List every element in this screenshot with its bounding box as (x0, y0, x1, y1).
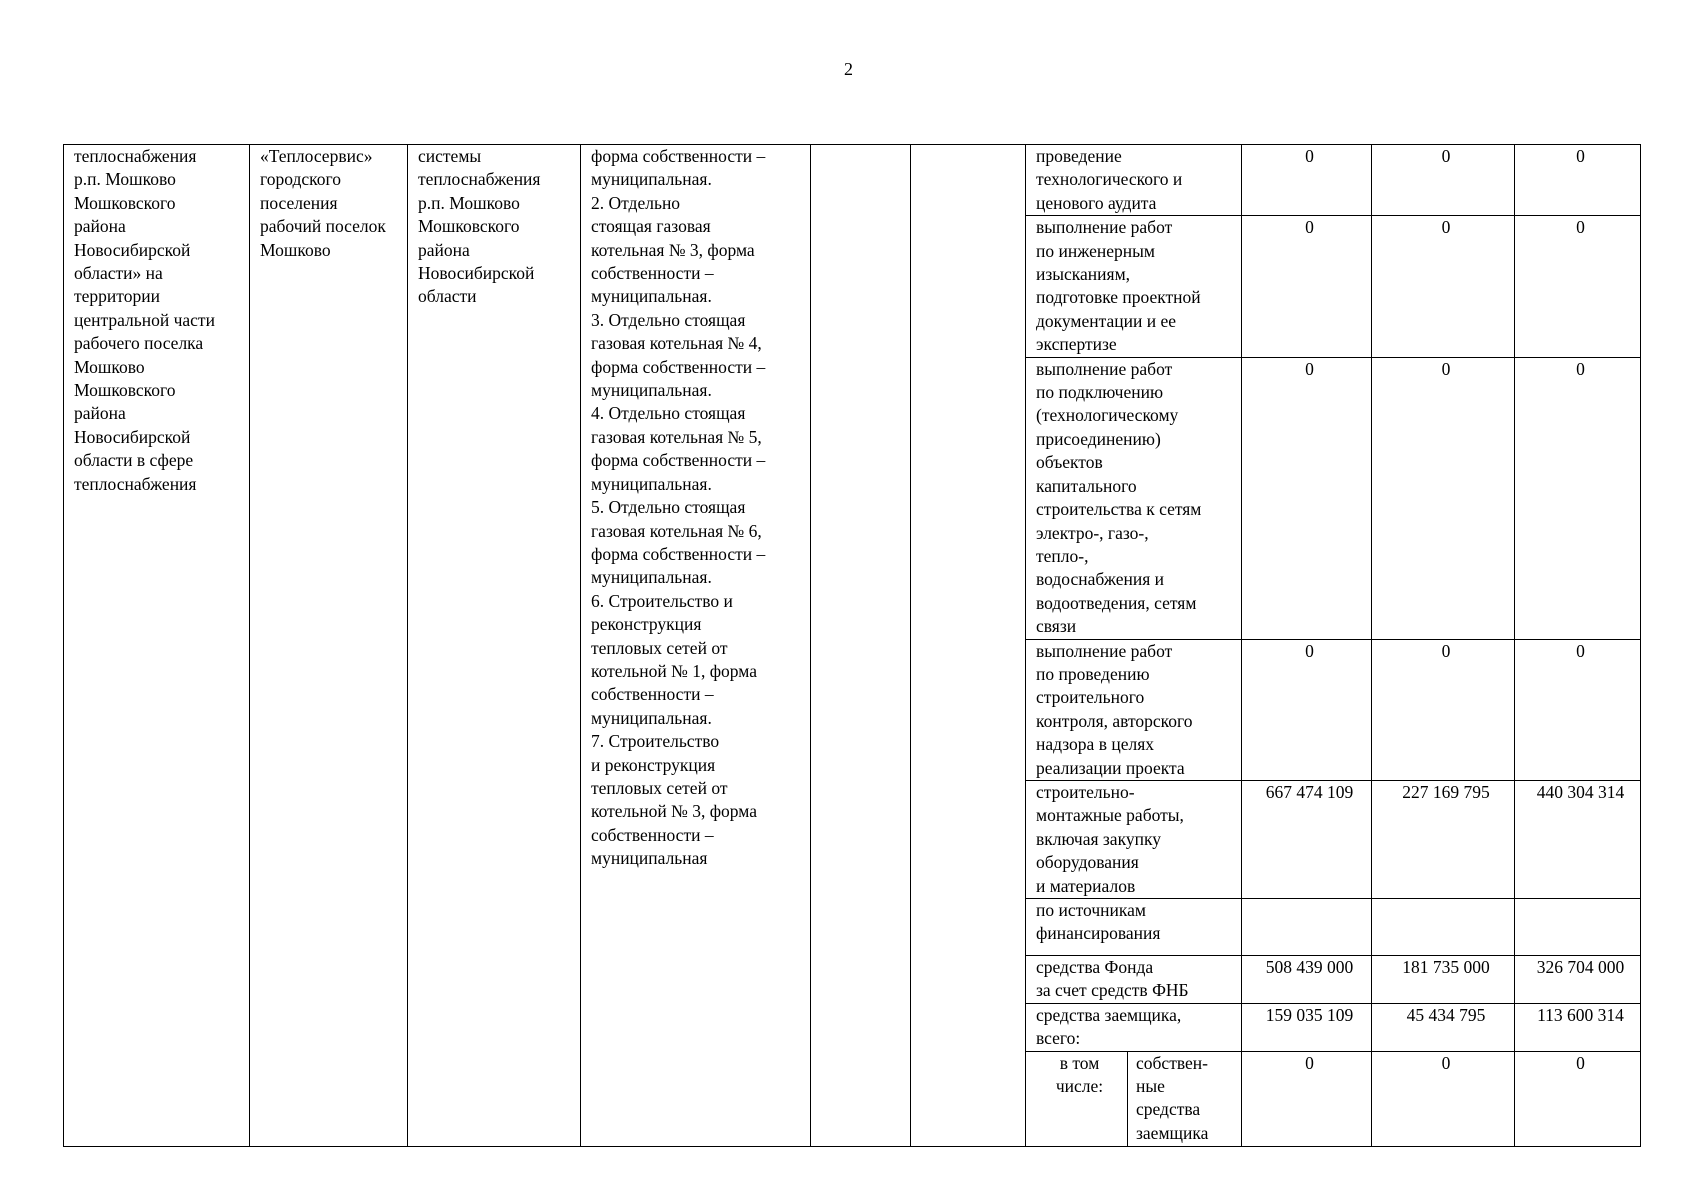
value-1-cell (1372, 899, 1515, 956)
value-1-cell: 45 434 795 (1372, 1003, 1515, 1051)
objects-list-cell: форма собственности – муниципальная. 2. Отдельно стоящая газовая котельная № 3, форма собственности – муниципальная. 3. Отдельно стоящая газовая котельная № 4, форма собственности – муниципальная. 4. Отдельно стоящая газовая котельная № 5, форма собственности – муниципальная. 5. Отдельно стоящая газовая котельная № 6, форма собственности – муниципальная. 6. Строительство и реконструкция тепловых сетей от котельной № 1, форма собственности – муниципальная. 7. Строительство и реконструкция тепловых сетей от котельной № 3, форма собственности – муниципальная (581, 145, 811, 1147)
project-name-cell: теплоснабжения р.п. Мошково Мошковского района Новосибирской области» на территории центральной части рабочего поселка Мошково Мошковского района Новосибирской области в сфере теплоснабжения (64, 145, 250, 1147)
organization-cell: «Теплосервис» городского поселения рабочий поселок Мошково (250, 145, 408, 1147)
value-1-cell: 181 735 000 (1372, 956, 1515, 1004)
cost-label-cell: выполнение работ по проведению строительного контроля, авторского надзора в целях реализации проекта (1026, 639, 1242, 780)
total-value-cell: 159 035 109 (1242, 1003, 1372, 1051)
cost-label-cell: средства Фонда за счет средств ФНБ (1026, 956, 1242, 1004)
value-1-cell: 0 (1372, 216, 1515, 357)
total-value-cell: 0 (1242, 1051, 1372, 1146)
page-number: 2 (844, 59, 853, 79)
value-1-cell: 0 (1372, 639, 1515, 780)
cost-label-cell: проведение технологического и ценового аудита (1026, 145, 1242, 216)
value-2-cell: 440 304 314 (1515, 780, 1641, 898)
value-1-cell: 0 (1372, 145, 1515, 216)
total-value-cell: 508 439 000 (1242, 956, 1372, 1004)
total-value-cell: 0 (1242, 216, 1372, 357)
value-2-cell: 0 (1515, 1051, 1641, 1146)
value-2-cell (1515, 899, 1641, 956)
sub-label-cell: собствен- ные средства заемщика (1128, 1051, 1242, 1146)
total-value-cell: 0 (1242, 357, 1372, 639)
value-2-cell: 0 (1515, 145, 1641, 216)
empty-cell-5 (811, 145, 911, 1147)
total-value-cell: 0 (1242, 145, 1372, 216)
cost-label-cell: выполнение работ по инженерным изысканиям, подготовке проектной документации и ее экспертизе (1026, 216, 1242, 357)
cost-label-cell: строительно- монтажные работы, включая закупку оборудования и материалов (1026, 780, 1242, 898)
cost-label-cell: средства заемщика, всего: (1026, 1003, 1242, 1051)
sub-group-label-cell: в том числе: (1026, 1051, 1128, 1146)
total-value-cell (1242, 899, 1372, 956)
value-2-cell: 0 (1515, 216, 1641, 357)
value-2-cell: 113 600 314 (1515, 1003, 1641, 1051)
value-2-cell: 326 704 000 (1515, 956, 1641, 1004)
cost-label-cell: выполнение работ по подключению (технологическому присоединению) объектов капитального строительства к сетям электро-, газо-, тепло-, водоснабжения и водоотведения, сетям связи (1026, 357, 1242, 639)
value-1-cell: 0 (1372, 357, 1515, 639)
system-cell: системы теплоснабжения р.п. Мошково Мошковского района Новосибирской области (408, 145, 581, 1147)
investment-project-table (63, 144, 1641, 1147)
value-2-cell: 0 (1515, 357, 1641, 639)
total-value-cell: 667 474 109 (1242, 780, 1372, 898)
cost-label-cell: по источникам финансирования (1026, 899, 1242, 956)
value-1-cell: 227 169 795 (1372, 780, 1515, 898)
total-value-cell: 0 (1242, 639, 1372, 780)
empty-cell-6 (911, 145, 1026, 1147)
table-row (64, 145, 1641, 216)
value-2-cell: 0 (1515, 639, 1641, 780)
value-1-cell: 0 (1372, 1051, 1515, 1146)
